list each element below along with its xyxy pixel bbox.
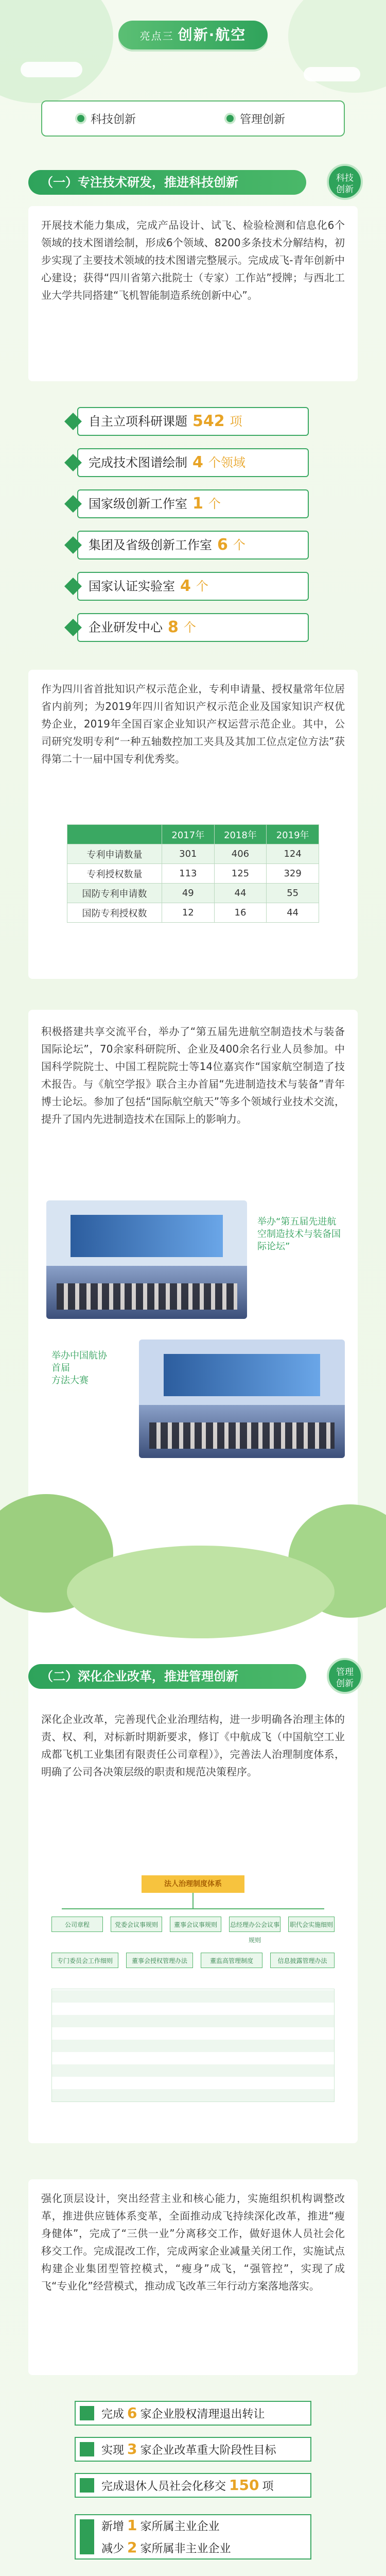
item-prefix: 新增 (101, 2520, 125, 2533)
dot-icon (77, 115, 84, 122)
stat-label: 国家认证实验室 (89, 579, 175, 594)
item-prefix: 减少 (101, 2543, 125, 2555)
table-cell: 44 (214, 884, 267, 903)
stat-number: 6 (217, 536, 228, 554)
section-heading-tech: （一）专注技术研发，推进科技创新 (28, 170, 306, 195)
stat-unit: 个 (208, 497, 221, 511)
contest-photo (139, 1340, 345, 1458)
photo-caption: 举办中国航协 首届 方法大赛 (51, 1350, 107, 1386)
reform-line (101, 2537, 310, 2560)
org-node: 公司章程 (51, 1917, 103, 1932)
stat-item (77, 407, 309, 436)
badge-line: 科技 (336, 173, 354, 183)
patent-text: 作为四川省首批知识产权示范企业，专利申请量、授权量常年位居省内前列；为2019年四川省知识产权示范企业及国家知识产权优势企业，2019年全国百家企业知识产权运营示范企业。其中，公司研究发明专利“一种五轴数控加工夹具及其加工位点定位方法”获得第二十一届中国专利优秀奖。 (41, 683, 345, 765)
stat-number: 1 (192, 495, 203, 513)
page-title (118, 21, 268, 49)
stat-item (77, 613, 309, 642)
diamond-icon (64, 495, 82, 513)
square-icon (80, 2478, 94, 2493)
audience-graphic (57, 1283, 237, 1310)
stat-unit: 项 (230, 414, 242, 429)
forum-text: 积极搭建共享交流平台，举办了“第五届先进航空制造技术与装备国际论坛”，70余家科研院所、企业及400余名行业人员参加。中国科学院院士、中国工程院院士等14位嘉宾作“国家航空制造了技术报告。与《航空学报》联合主办首届“先进制造技术与装备”青年博士论坛。参加了包括“国际航空航天”等多个领域行业技术交流，提升了国内先进制造技术在国际上的影响力。 (41, 1025, 345, 1125)
item-number: 3 (127, 2441, 137, 2458)
badge-line: 创新 (336, 184, 354, 195)
square-icon (80, 2519, 94, 2554)
tech-badge (327, 164, 363, 200)
item-prefix: 完成退休人员社会化移交 (101, 2480, 226, 2493)
org-node: 专门委员会工作细则 (51, 1953, 118, 1968)
item-prefix: 完成 (101, 2408, 125, 2421)
table-cell: 406 (214, 844, 267, 864)
stat-label: 集团及省级创新工作室 (89, 538, 212, 552)
table-cell: 49 (162, 884, 214, 903)
table-cell: 44 (267, 903, 319, 923)
stat-label: 自主立项科研课题 (89, 414, 187, 429)
stat-unit: 个 (196, 579, 208, 594)
diamond-icon (64, 619, 82, 636)
title-text: 创新·航空 (178, 26, 247, 43)
table-row (67, 844, 319, 864)
reform-item (75, 2401, 311, 2426)
item-number: 6 (127, 2404, 137, 2421)
table-header (67, 825, 162, 844)
stat-number: 8 (168, 618, 179, 636)
table-cell: 专利授权数量 (67, 864, 162, 884)
photo-caption: 举办“第五届先进航空制造技术与装备国际论坛” (257, 1216, 341, 1252)
tree-decor (67, 1546, 335, 1638)
stat-label: 完成技术图谱绘制 (89, 455, 187, 470)
item-number: 2 (127, 2539, 137, 2556)
dot-icon (226, 115, 234, 122)
stat-unit: 个领域 (208, 455, 245, 470)
stat-label: 国家级创新工作室 (89, 497, 187, 511)
stat-unit: 个 (183, 620, 196, 635)
stat-number: 4 (192, 453, 203, 471)
table-header: 2018年 (214, 825, 267, 844)
table-cell: 301 (162, 844, 214, 864)
org-detail-table (51, 1989, 335, 2102)
screen-graphic (164, 1354, 320, 1397)
stat-item (77, 489, 309, 518)
org-node: 董事会议事规则 (170, 1917, 221, 1932)
screen-graphic (71, 1215, 223, 1258)
badge-line: 管理 (336, 1667, 354, 1677)
table-cell: 125 (214, 864, 267, 884)
org-node: 信息披露管理办法 (270, 1953, 335, 1968)
decor-blob (0, 0, 113, 103)
item-suffix: 家企业改革重大阶段性目标 (140, 2444, 276, 2457)
diamond-icon (64, 536, 82, 554)
reform-item (75, 2473, 311, 2498)
management-badge (327, 1658, 363, 1694)
table-row (67, 884, 319, 903)
table-row (67, 864, 319, 884)
table-cell: 专利申请数量 (67, 844, 162, 864)
table-cell: 12 (162, 903, 214, 923)
table-header-row (67, 825, 319, 844)
org-node: 董事会授权管理办法 (126, 1953, 193, 1968)
org-chart-title: 法人治理制度体系 (142, 1875, 244, 1893)
org-node: 职代会实施细则 (288, 1917, 335, 1932)
stat-number: 4 (180, 577, 191, 595)
legend-label: 科技创新 (91, 113, 136, 126)
audience-graphic (149, 1422, 335, 1449)
reform-item-pair (75, 2514, 311, 2560)
stat-item (77, 531, 309, 560)
square-icon (80, 2406, 94, 2420)
item-suffix: 项 (262, 2480, 274, 2493)
item-suffix: 家所属非主业企业 (140, 2543, 231, 2555)
table-cell: 124 (267, 844, 319, 864)
diamond-icon (64, 413, 82, 430)
item-number: 150 (229, 2477, 259, 2494)
org-connector (192, 1893, 194, 1908)
square-icon (80, 2442, 94, 2456)
governance-text: 深化企业改革，完善现代企业治理结构，进一步明确各治理主体的责、权、利，对标新时期新要求，修订《中航成飞（中国航空工业成都飞机工业集团有限责任公司章程）》，完善法人治理制度体系，明确了公司各决策层级的职责和规范决策程序。 (41, 1713, 345, 1778)
stat-unit: 个 (233, 538, 245, 552)
org-node: 总经理办公会议事规则 (229, 1917, 280, 1932)
item-number: 1 (127, 2517, 137, 2534)
reform-text: 强化顶层设计，突出经营主业和核心能力，实施组织机构调整改革，推进供应链体系变革，全面推动成飞持续深化改革，推进“瘦身健体”，完成了“三供一业”分离移交工作，做好退休人员社会化移交工作。完成混改工作，完成两家企业减量关闭工作，实施试点构建企业集团型管控模式，“瘦身”成飞，“强管控”，实现了成飞“专业化”经营模式，推动成飞改革三年行动方案落地落实。 (41, 2192, 345, 2292)
table-row (67, 903, 319, 923)
diamond-icon (64, 454, 82, 471)
stat-number: 542 (192, 412, 225, 430)
org-node: 党委会议事规则 (111, 1917, 162, 1932)
table-cell: 16 (214, 903, 267, 923)
stat-item (77, 448, 309, 477)
diamond-icon (64, 578, 82, 595)
table-cell: 国防专利授权数 (67, 903, 162, 923)
legend-item-tech (77, 108, 136, 129)
reform-line (101, 2515, 310, 2537)
legend-item-management (226, 108, 285, 129)
table-header: 2019年 (267, 825, 319, 844)
badge-line: 创新 (336, 1679, 354, 1689)
patent-table (67, 824, 319, 923)
cloud-decor (304, 67, 360, 81)
item-suffix: 家所属主业企业 (140, 2520, 220, 2533)
legend-label: 管理创新 (240, 113, 286, 126)
tech-intro-text: 开展技术能力集成，完成产品设计、试飞、检验检测和信息化6个领域的技术图谱绘制，形成6个领域、8200多条技术分解结构，初步实现了主要技术领域的技术图谱完整展示。完成成飞-青年创新中心建设；获得“四川省第六批院士（专家）工作站”授牌；与西北工业大学共同搭建“飞机智能制造系统创新中心”。 (41, 219, 345, 301)
title-prefix: 亮点三 (139, 30, 174, 42)
item-prefix: 实现 (101, 2444, 125, 2457)
table-cell: 国防专利申请数 (67, 884, 162, 903)
reform-item (75, 2437, 311, 2462)
table-cell: 113 (162, 864, 214, 884)
org-connector (62, 1908, 324, 1909)
table-cell: 55 (267, 884, 319, 903)
stat-item (77, 572, 309, 601)
stat-label: 企业研发中心 (89, 620, 163, 635)
table-header: 2017年 (162, 825, 214, 844)
cloud-decor (21, 62, 82, 77)
section-heading-management: （二）深化企业改革，推进管理创新 (28, 1664, 306, 1689)
org-node: 董监高管理制度 (201, 1953, 262, 1968)
table-cell: 329 (267, 864, 319, 884)
forum-photo (46, 1200, 247, 1319)
item-suffix: 家企业股权清理退出转让 (140, 2408, 265, 2421)
